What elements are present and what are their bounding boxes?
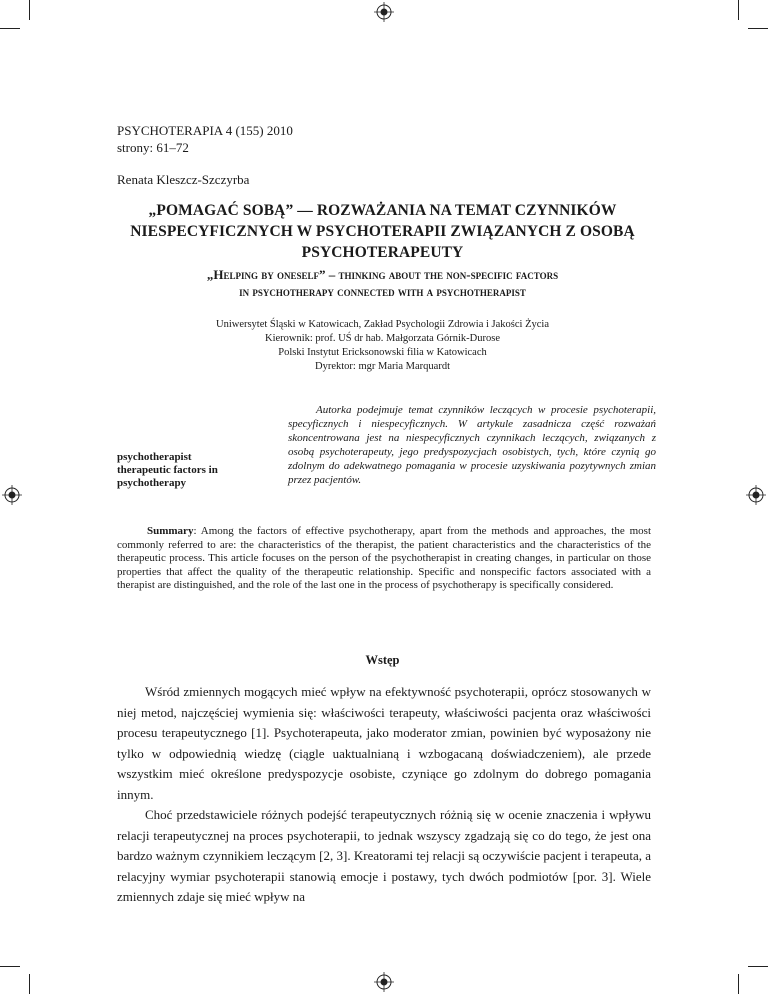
affiliation-line: Kierownik: prof. UŚ dr hab. Małgorzata Górnik-Durose — [264, 333, 501, 344]
crop-mark — [738, 974, 739, 994]
summary-abstract — [117, 525, 651, 593]
summary-label: Summary — [147, 525, 194, 537]
article-title-polish: „POMAGAĆ SOBĄ” — ROZWAŻANIA NA TEMAT CZYNNIKÓW NIESPECYFICZNYCH W PSYCHOTERAPII ZWIĄZANYCH Z OSOBĄ PSYCHOTERAPEUTY — [130, 202, 635, 261]
crop-mark — [748, 28, 768, 29]
article-title-english — [90, 266, 675, 300]
page-range: strony: 61–72 — [117, 140, 189, 155]
crop-mark — [0, 966, 20, 967]
crop-mark — [748, 966, 768, 967]
registration-mark-icon — [374, 972, 394, 992]
registration-mark-icon — [2, 485, 22, 505]
registration-mark-icon — [374, 2, 394, 22]
title-english-line: „Helping by oneself” – thinking about the non-specific factors — [206, 267, 559, 282]
affiliation-line: Uniwersytet Śląski w Katowicach, Zakład Psychologii Zdrowia i Jakości Życia — [215, 319, 549, 330]
summary-text: : Among the factors of effective psychotherapy, apart from the methods and approaches, the most commonly referred to are: the characteristics of the therapist, the patient characteristics and the characteristics of the therapeutic process. This article focuses on the person of the psychotherapist in creating changes, in particular on those properties that affect the quality of the therapeutic relationship. Specific and nonspecific factors associated with a therapist are distinguished, and the role of the last one in the process of psychotherapy is specifically considered. — [117, 525, 651, 592]
crop-mark — [0, 28, 20, 29]
title-english-line: in psychotherapy connected with a psychotherapist — [239, 284, 526, 299]
body-paragraph: Wśród zmiennych mogących mieć wpływ na efektywność psychoterapii, oprócz stosowanych w niej metod, najczęściej wymienia się: właściwości terapeuty, właściwości pacjenta oraz właściwości procesu terapeutycznego [1]. Psychoterapeuta, jako moderator zmian, powinien być wyposażony nie tylko w odpowiednią wiedzę (ciągle uaktualnianą i wzbogacaną doświadczeniem), ale przede wszystkim mieć określone predyspozycje osobiste, czyniące go zdolnym do dobrego pomagania innym. — [117, 684, 651, 802]
affiliation-line: Polski Instytut Ericksonowski filia w Katowicach — [278, 347, 487, 358]
journal-issue: PSYCHOTERAPIA 4 (155) 2010 — [117, 123, 293, 138]
keywords — [117, 451, 277, 490]
affiliation-line: Dyrektor: mgr Maria Marquardt — [315, 361, 450, 372]
author-name: Renata Kleszcz-Szczyrba — [117, 172, 250, 187]
crop-mark — [738, 0, 739, 20]
keyword: psychotherapist — [117, 451, 192, 463]
body-text — [117, 682, 651, 908]
abstract-polish: Autorka podejmuje temat czynników leczących w procesie psychoterapii, specyficznych i niespecyficznych. W artykule zasadnicza część rozważań skoncentrowana jest na niespecyficznych czynnikach leczących, związanych z osobą psychoterapeuty, jego predyspozycjach osobistych, tych, które czynią go zdolnym do adekwatnego pomagania w procesie uzyskiwania pozytywnych zmian przez pacjentów. — [288, 404, 656, 486]
body-paragraph: Choć przedstawiciele różnych podejść terapeutycznych różnią się w ocenie znaczenia i wpływu relacji terapeutycznej na proces psychoterapii, to jednak wszyscy zgadzają się co do tego, że jest ona bardzo ważnym czynnikiem leczącym [2, 3]. Kreatorami tej relacji są oczywiście pacjent i terapeuta, a relacyjny wymiar psychoterapii stanowią emocje i postawy, tych dwóch podmiotów [por. 3]. Wiele zmiennych zdaje się mieć wpływ na — [117, 807, 651, 904]
journal-header — [117, 122, 293, 156]
affiliation-block — [90, 318, 675, 374]
registration-mark-icon — [746, 485, 766, 505]
keyword: therapeutic factors in psychotherapy — [117, 464, 218, 489]
crop-mark — [29, 0, 30, 20]
crop-mark — [29, 974, 30, 994]
section-heading: Wstęp — [365, 653, 400, 667]
